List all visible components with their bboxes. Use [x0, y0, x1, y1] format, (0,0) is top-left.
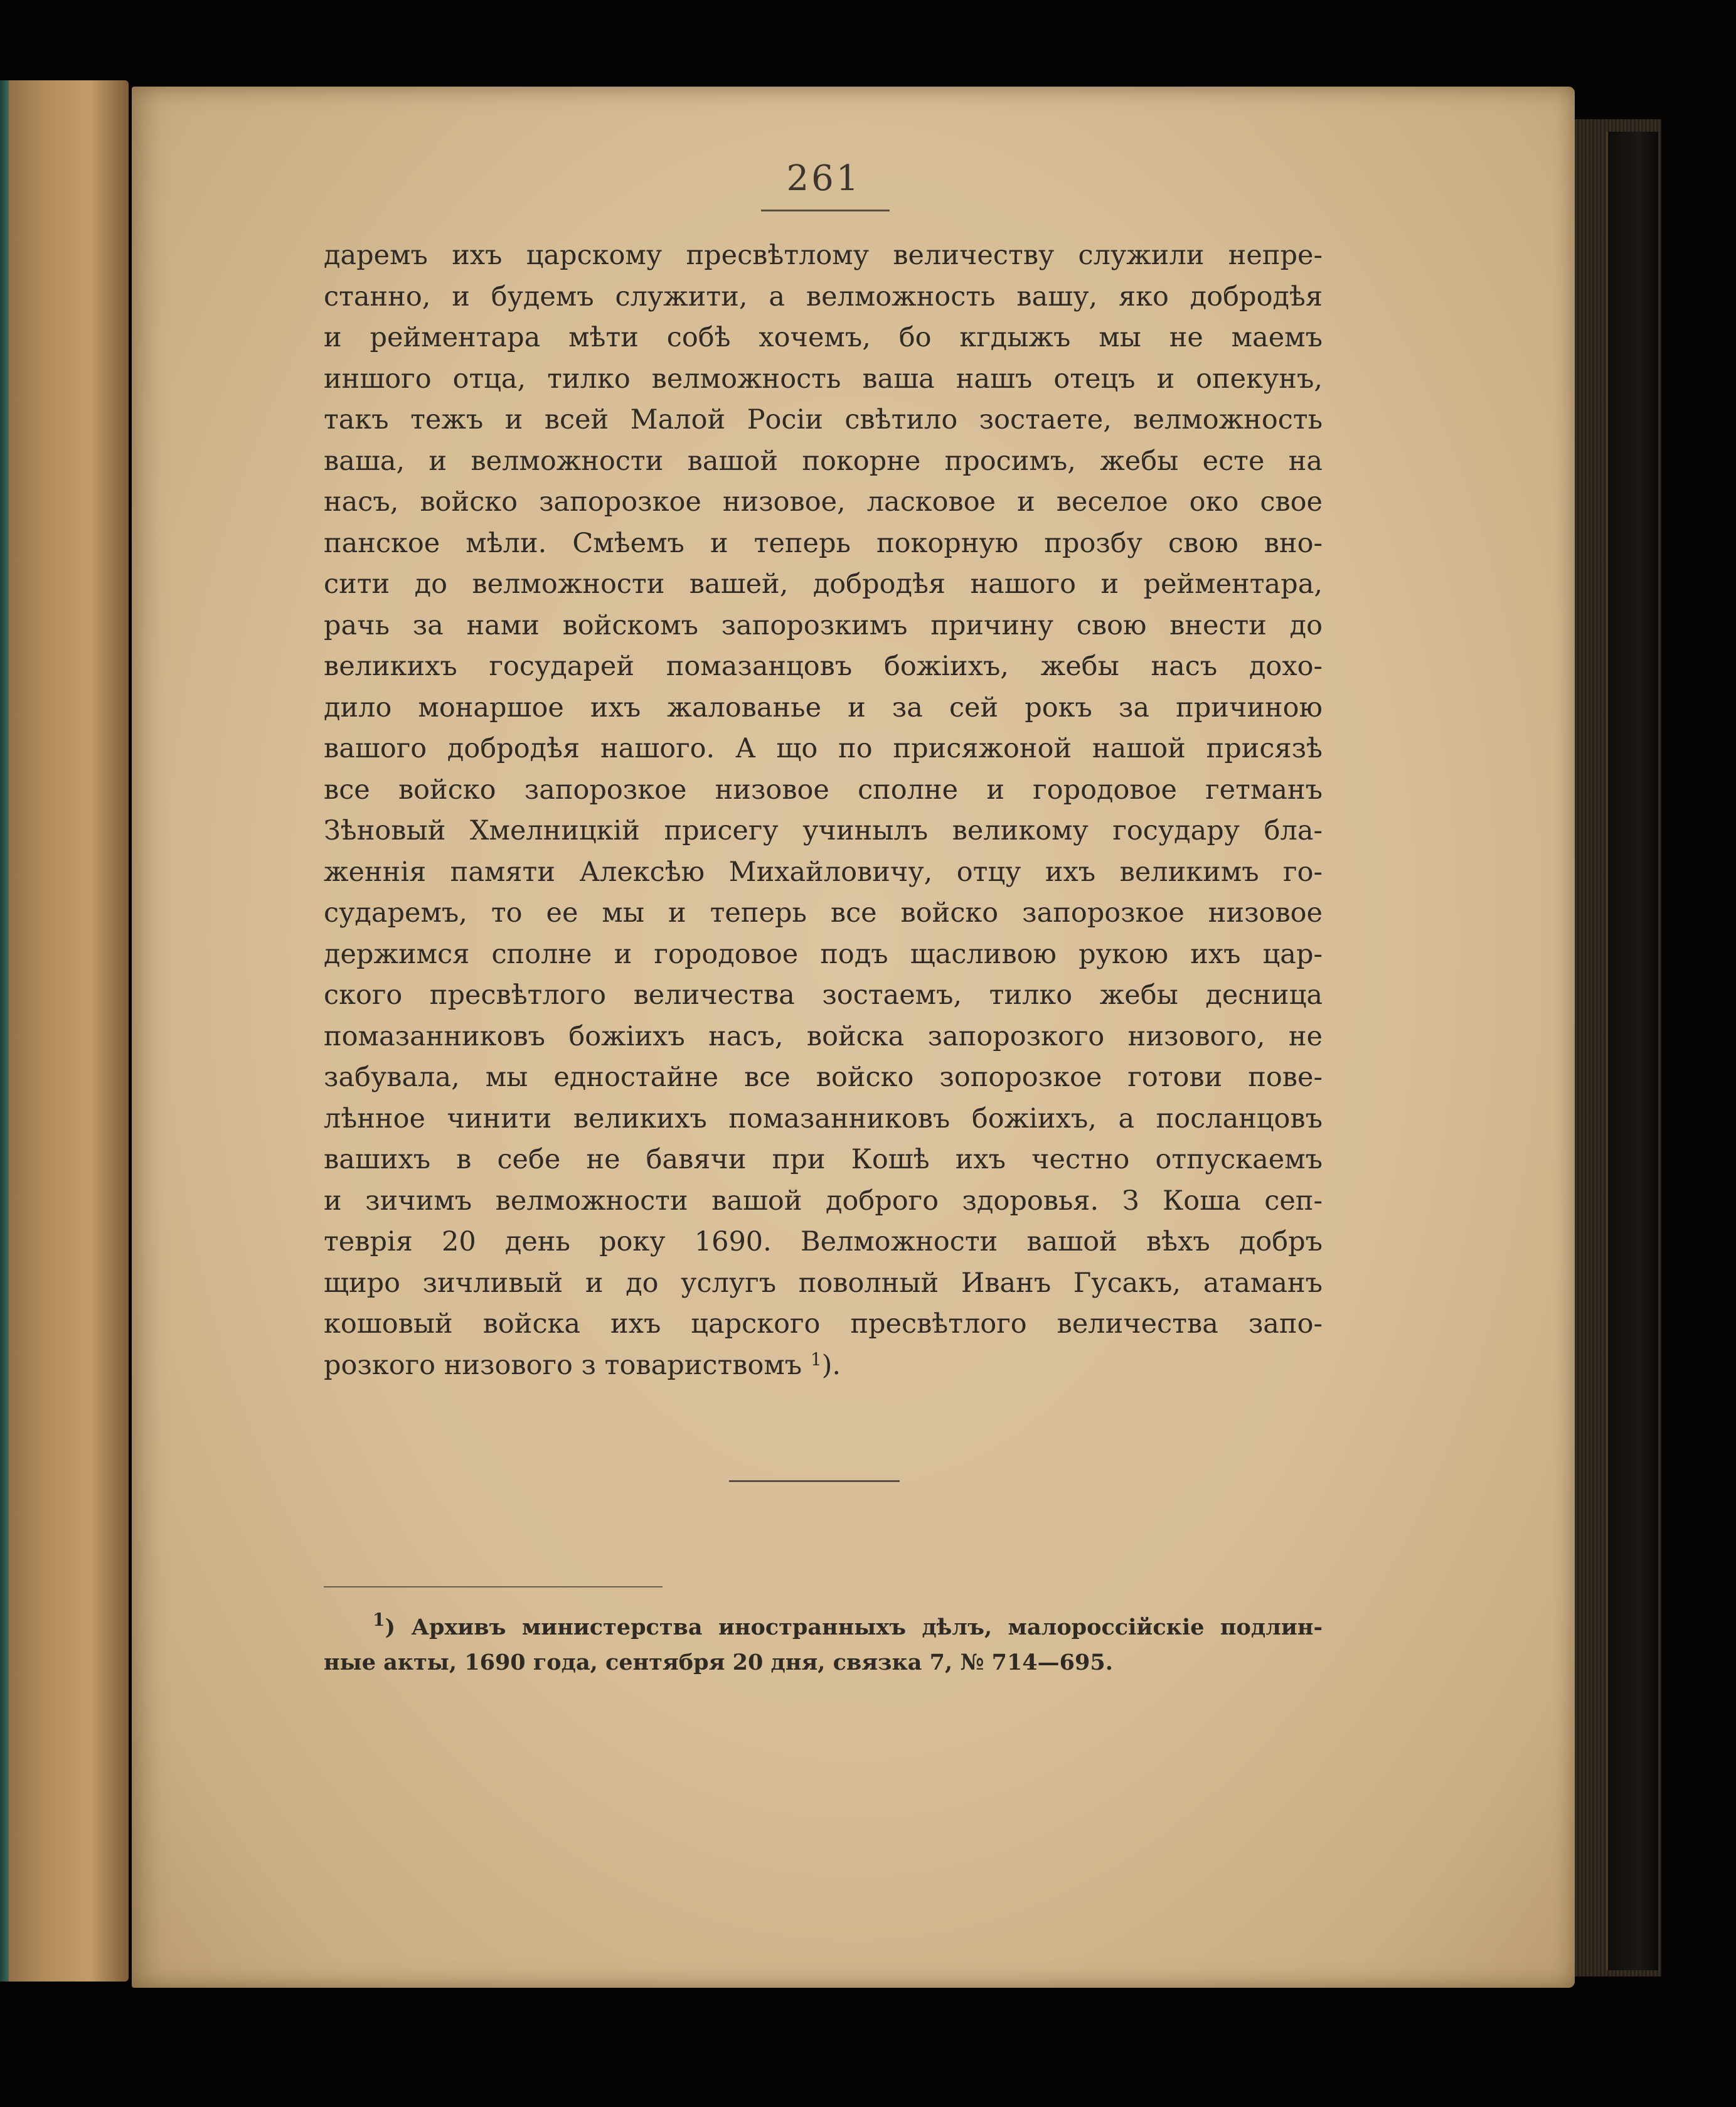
text-line: щиро зичливый и до услугъ поволный Иванъ Гусакъ, атаманъ	[324, 1267, 1323, 1299]
text-line: забувала, мы едностайне все войско зопорозкое готови пове-	[324, 1062, 1323, 1093]
text-line: ского пресвѣтлого величества зостаемъ, тилко жебы десница	[324, 979, 1323, 1011]
text-line	[324, 1345, 1323, 1387]
footnote-text: ) Архивъ министерства иностранныхъ дѣлъ, малороссiйскiе подлин-	[385, 1614, 1323, 1640]
facing-page-edge	[0, 80, 129, 1982]
text-line: станно, и будемъ служити, а велможность вашу, яко добродѣя	[324, 280, 1323, 312]
page-number: 261	[786, 158, 861, 199]
section-end-rule	[729, 1480, 900, 1482]
book-board-edge	[1606, 132, 1658, 1970]
text-line: дило монаршое ихъ жалованье и за сей рокъ за причиною	[324, 691, 1323, 723]
text-line: такъ тежъ и всей Малой Росiи свѣтило зостаете, велможность	[324, 404, 1323, 435]
body-text	[324, 235, 1323, 1386]
text-line: вашихъ в себе не бавячи при Кошѣ ихъ честно отпускаемъ	[324, 1144, 1323, 1175]
text-line: сударемъ, то ее мы и теперь все войско запорозкое низовое	[324, 897, 1323, 929]
text-line: ваша, и велможности вашой покорне просимъ, жебы есте на	[324, 445, 1323, 477]
text-line: сити до велможности вашей, добродѣя нашого и рейментара,	[324, 568, 1323, 600]
text-line: лѣнное чинити великихъ помазанниковъ божiихъ, а посланцовъ	[324, 1102, 1323, 1134]
text-line: иншого отца, тилко велможность ваша нашъ отецъ и опекунъ,	[324, 363, 1323, 395]
text-line: и зичимъ велможности вашой доброго здоровья. З Коша сеп-	[324, 1185, 1323, 1217]
header-rule	[761, 210, 890, 211]
footnote-line: ные акты, 1690 года, сентября 20 дня, связка 7, № 714—695.	[324, 1650, 1113, 1675]
text-line: все войско запорозкое низовое сполне и городовое гетманъ	[324, 774, 1323, 806]
text-line: и рейментара мѣти собѣ хочемъ, бо кгдыжъ мы не маемъ	[324, 322, 1323, 353]
footnote-reference: 1	[810, 1348, 822, 1370]
text-line: кошовый войска ихъ царского пресвѣтлого величества запо-	[324, 1308, 1323, 1340]
text-line: вашого добродѣя нашого. А що по присяжоной нашой присязѣ	[324, 733, 1323, 764]
text-line: Зѣновый Хмелницкiй присегу учинылъ великому государу бла-	[324, 815, 1323, 846]
footnote-marker: 1	[373, 1610, 385, 1630]
text-line: теврiя 20 день року 1690. Велможности вашой вѣхъ добръ	[324, 1226, 1323, 1257]
text-line: помазанниковъ божiихъ насъ, войска запорозкого низового, не	[324, 1020, 1323, 1052]
footnote	[324, 1610, 1323, 1680]
text-line: насъ, войско запорозкое низовое, ласковое и веселое око свое	[324, 486, 1323, 518]
text-line: женнiя памяти Алексѣю Михайловичу, отцу ихъ великимъ го-	[324, 856, 1323, 888]
text-line: панское мѣли. Смѣемъ и теперь покорную прозбу свою вно-	[324, 527, 1323, 559]
text-line: держимся сполне и городовое подъ щасливою рукою ихъ цар-	[324, 938, 1323, 970]
text-line-body: розкого низового з товариствомъ	[324, 1349, 811, 1381]
text-line: великихъ государей помазанцовъ божiихъ, жебы насъ дохо-	[324, 651, 1323, 682]
book-cover-edge	[0, 80, 9, 1982]
text-line-tail: ).	[821, 1349, 841, 1381]
text-line: даремъ ихъ царскому пресвѣтлому величеству служили непре-	[324, 240, 1323, 271]
footnote-line	[324, 1610, 1323, 1645]
text-line: рачь за нами войскомъ запорозкимъ причину свою внести до	[324, 609, 1323, 641]
footnote-separator	[324, 1586, 663, 1587]
